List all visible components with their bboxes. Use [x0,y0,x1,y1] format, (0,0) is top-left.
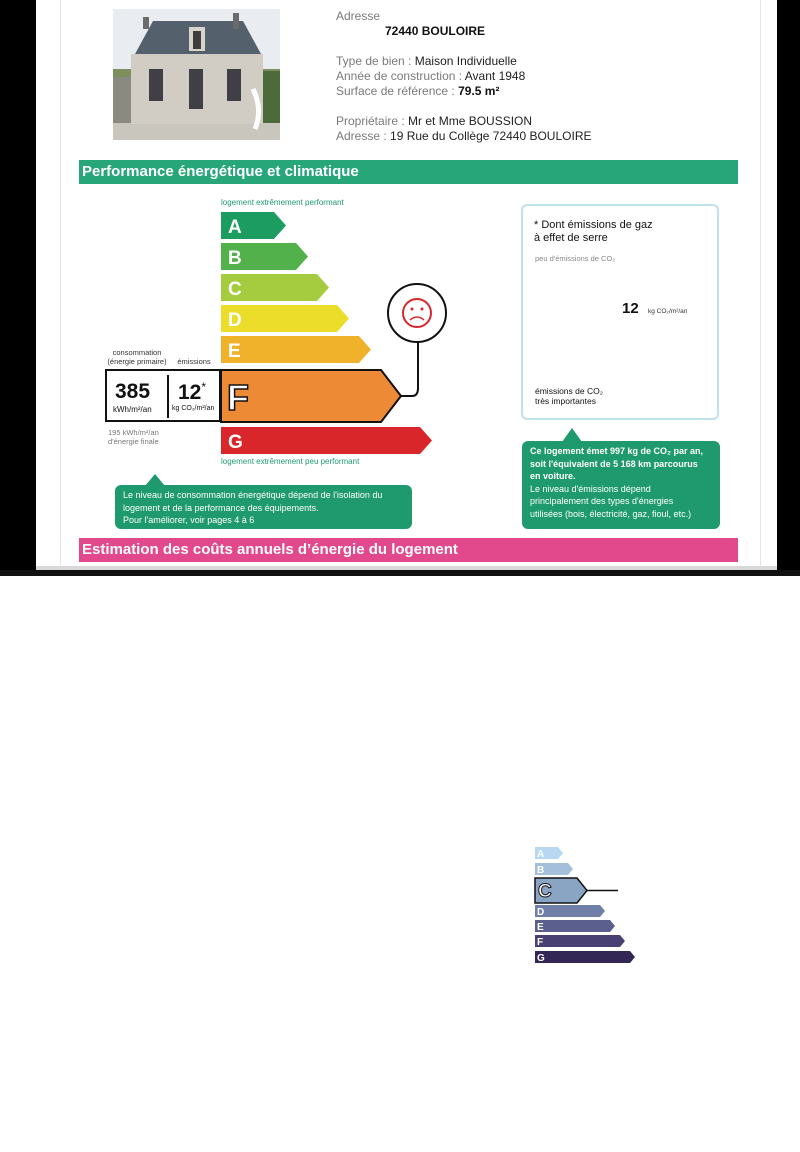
energy-letter-c: C [228,279,242,300]
ges-letter-a: A [537,849,545,860]
energy-letter-g: G [228,432,243,453]
energy-bottom-label: logement extrêmement peu performant [221,457,360,466]
ges-bar-f [535,935,625,947]
current-performance-box [105,369,221,422]
ges-scale [0,581,800,1152]
climate-icon-eye-right [421,308,424,311]
energy-note: Le niveau de consommation énergétique dépend de l'isolation du logement et de la performance des équipements. Pour l'améliorer, voir pages 4 à 6 [115,485,412,529]
emission-unit: kg CO₂/m²/an [172,405,215,412]
ges-low-label: peu d'émissions de CO₂ [535,254,616,263]
property-type: Type de bien : Maison Individuelle [336,54,517,68]
ges-value: 12 [622,300,639,317]
address-city: 72440 BOULOIRE [385,24,486,38]
ges-letter-d: D [537,907,545,918]
ges-letter-g: G [537,953,545,964]
consumption-value: 385 [115,380,151,403]
ges-unit: kg CO₂/m²/an [648,308,688,315]
sheet-edge-left [60,0,61,576]
consumption-header: consommation (énergie primaire) [107,348,167,366]
energy-letter-f: F [227,377,249,418]
bottom-frame [0,570,800,576]
ges-bar-d [535,905,605,917]
climate-icon-eye-left [411,308,414,311]
house-photo [113,9,280,140]
connector-line [400,340,418,396]
owner-address: Adresse : 19 Rue du Collège 72440 BOULOIRE [336,129,592,143]
energy-letter-d: D [228,310,242,331]
ges-letter-c: C [538,881,552,902]
ges-note-pointer [560,428,584,442]
left-frame [0,0,36,576]
emission-value: 12* [178,380,207,404]
ges-note: Ce logement émet 997 kg de CO₂ par an, soit l'équivalent de 5 168 km parcourus en voiture. Le niveau d'émissions dépend principalement des types d'énergies utilisées (bois, électricité, gaz, fioul, etc.) [522,441,720,529]
ges-title: * Dont émissions de gaz à effet de serre [534,219,653,244]
ges-letter-b: B [537,865,545,876]
section-costs-title: Estimation des coûts annuels d’énergie du logement [79,538,738,562]
consumption-unit: kWh/m²/an [113,405,152,414]
owner: Propriétaire : Mr et Mme BOUSSION [336,114,533,128]
energy-letter-b: B [228,248,242,269]
ges-letter-f: F [537,937,544,948]
energy-top-label: logement extrêmement performant [221,198,344,207]
section-performance-title: Performance énergétique et climatique [79,160,738,184]
energy-letter-a: A [228,217,242,238]
box-divider [167,375,169,418]
emissions-header: émissions [177,357,211,366]
sheet-edge-right [760,0,761,576]
ges-bar-e [535,920,615,932]
right-frame [777,0,800,576]
climate-icon [388,284,446,342]
ges-letter-e: E [537,922,544,933]
address-label: Adresse [336,9,381,23]
construction-year: Année de construction : Avant 1948 [336,69,526,83]
energy-letter-e: E [228,341,241,362]
reference-surface: Surface de référence : 79.5 m² [336,84,500,98]
final-energy-note: 195 kWh/m²/an d'énergie finale [108,428,159,446]
ges-bar-g [535,951,635,963]
energy-bar-g [221,427,432,454]
energy-bar-e [221,336,371,363]
ges-high-label: émissions de CO₂ très importantes [535,386,604,406]
